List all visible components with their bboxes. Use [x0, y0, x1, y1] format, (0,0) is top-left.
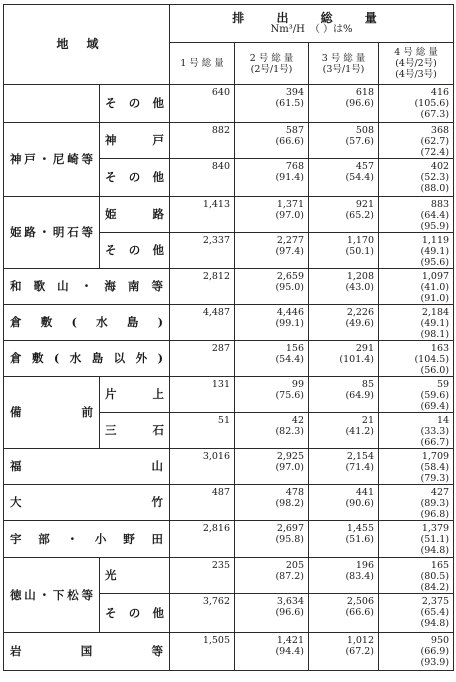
total3-cell-value: (49.6) — [345, 318, 375, 329]
total2-cell — [235, 377, 309, 413]
total4-cell-value: 368 — [430, 125, 450, 136]
region-cell: 備前 — [4, 377, 100, 449]
total2-cell-value: (99.1) — [275, 318, 305, 329]
total4-cell-value: 2,184 — [421, 307, 450, 318]
total3-cell-value: 508 — [355, 125, 375, 136]
emission-table — [3, 4, 454, 671]
total2-cell — [235, 633, 309, 671]
total4-cell-value: (67.3) — [420, 109, 450, 120]
total3-cell-value: (65.2) — [345, 210, 375, 221]
col1-header: 1 号 総 量 — [170, 43, 235, 85]
total2-cell-value: (97.4) — [275, 246, 305, 257]
total4-cell-value: 1,097 — [421, 271, 450, 282]
emission-title: 排 出 総 量 — [232, 10, 391, 25]
total2-cell — [235, 197, 309, 233]
total1-cell-value: 640 — [211, 87, 231, 98]
total4-cell-value: (66.9) — [420, 646, 450, 657]
total3-cell — [309, 558, 379, 594]
total2-cell-value: 4,446 — [276, 307, 305, 318]
total4-cell-value: (56.0) — [420, 365, 450, 376]
total4-cell-value: (65.4) — [420, 607, 450, 618]
total4-cell-value: (96.8) — [420, 509, 450, 520]
subregion-cell: 姫路 — [100, 197, 170, 233]
total3-cell — [309, 197, 379, 233]
total4-cell-value: 1,709 — [421, 451, 450, 462]
total4-cell — [379, 377, 454, 413]
total4-cell-value: (51.1) — [420, 534, 450, 545]
total3-cell-value: 2,154 — [346, 451, 375, 462]
total4-cell-value: 950 — [430, 635, 450, 646]
total4-cell-value: (98.1) — [420, 329, 450, 340]
total1-cell — [170, 558, 235, 594]
total3-cell-value: 441 — [355, 487, 375, 498]
total4-cell-value: (84.2) — [420, 582, 450, 593]
region-cell: 宇部・小野田 — [4, 521, 170, 558]
total2-cell-value: 478 — [285, 487, 305, 498]
total4-cell-value: (95.6) — [420, 257, 450, 268]
total3-cell — [309, 233, 379, 269]
subregion-cell: その他 — [100, 233, 170, 269]
table-row — [4, 558, 454, 594]
total3-cell — [309, 449, 379, 485]
total2-cell-value: (97.0) — [275, 210, 305, 221]
total1-cell-value: 3,016 — [202, 451, 231, 462]
region-cell: 大竹 — [4, 485, 170, 521]
total4-cell-value: (49.1) — [420, 246, 450, 257]
total2-cell-value: 2,659 — [276, 271, 305, 282]
total3-cell-value: (96.6) — [345, 98, 375, 109]
total3-cell — [309, 159, 379, 197]
total2-cell-value: (91.4) — [275, 172, 305, 183]
table-row — [4, 123, 454, 159]
total3-cell-value: 1,208 — [346, 271, 375, 282]
total1-cell — [170, 633, 235, 671]
total4-cell-value: (94.8) — [420, 618, 450, 629]
total1-cell — [170, 521, 235, 558]
total1-cell — [170, 233, 235, 269]
total3-cell-value: 618 — [355, 87, 375, 98]
total3-cell-value: 921 — [355, 199, 375, 210]
total1-cell-value: 4,487 — [202, 307, 231, 318]
total2-cell-value: (54.4) — [275, 354, 305, 365]
total2-cell-value: (82.3) — [275, 426, 305, 437]
total2-cell — [235, 485, 309, 521]
total3-cell — [309, 341, 379, 377]
total4-cell — [379, 197, 454, 233]
total3-cell-value: 1,170 — [346, 235, 375, 246]
total2-cell-value: 394 — [285, 87, 305, 98]
total1-cell-value: 840 — [211, 161, 231, 172]
total4-cell-value: (33.3) — [420, 426, 450, 437]
total4-cell-value: (49.1) — [420, 318, 450, 329]
total4-cell-value: (94.8) — [420, 545, 450, 556]
header-row-top — [4, 5, 454, 43]
total4-cell-value: 165 — [430, 560, 450, 571]
total4-cell-value: (41.0) — [420, 282, 450, 293]
col2-header: 2 号 総 量 (2号/1号) — [235, 43, 309, 85]
total2-cell-value: (87.2) — [275, 571, 305, 582]
total2-cell — [235, 159, 309, 197]
region-header: 地域 — [4, 5, 170, 85]
total3-cell-value: 85 — [361, 379, 375, 390]
total1-cell — [170, 413, 235, 449]
total3-cell-value: 2,506 — [346, 596, 375, 607]
region-cell: 岩国等 — [4, 633, 170, 671]
total4-cell-value: 427 — [430, 487, 450, 498]
total1-cell-value: 235 — [211, 560, 231, 571]
total2-cell-value: (75.6) — [275, 390, 305, 401]
total4-cell-value: 1,379 — [421, 523, 450, 534]
total3-cell-value: (54.4) — [345, 172, 375, 183]
total3-cell — [309, 305, 379, 341]
total3-cell — [309, 413, 379, 449]
total4-cell-value: (88.0) — [420, 183, 450, 194]
emission-header — [170, 5, 454, 43]
total1-cell-value: 2,337 — [202, 235, 231, 246]
total2-cell-value: 587 — [285, 125, 305, 136]
total3-cell-value: (83.4) — [345, 571, 375, 582]
total1-cell-value: 2,816 — [202, 523, 231, 534]
total4-cell — [379, 633, 454, 671]
total4-cell-value: 402 — [430, 161, 450, 172]
total3-cell-value: (64.9) — [345, 390, 375, 401]
total3-cell-value: 1,012 — [346, 635, 375, 646]
subregion-cell: その他 — [100, 594, 170, 633]
total1-cell-value: 1,413 — [202, 199, 231, 210]
total4-cell — [379, 233, 454, 269]
total2-cell — [235, 558, 309, 594]
total3-cell — [309, 485, 379, 521]
total4-cell — [379, 413, 454, 449]
total3-cell-value: (67.2) — [345, 646, 375, 657]
total4-cell — [379, 594, 454, 633]
total2-cell — [235, 341, 309, 377]
total2-cell-value: (66.6) — [275, 136, 305, 147]
total2-cell — [235, 521, 309, 558]
total4-cell — [379, 85, 454, 123]
total3-cell-value: 21 — [361, 415, 375, 426]
total3-cell — [309, 521, 379, 558]
total4-cell-value: 883 — [430, 199, 450, 210]
region-cell — [4, 85, 100, 123]
total4-cell — [379, 123, 454, 159]
total2-cell-value: 2,277 — [276, 235, 305, 246]
total4-cell-value: (104.5) — [414, 354, 450, 365]
total1-cell — [170, 485, 235, 521]
total2-cell-value: (95.8) — [275, 534, 305, 545]
total3-cell-value: (101.4) — [339, 354, 375, 365]
total4-cell-value: (66.7) — [420, 437, 450, 448]
total2-cell — [235, 305, 309, 341]
subregion-cell: 光 — [100, 558, 170, 594]
total4-cell-value: 14 — [436, 415, 450, 426]
total2-cell — [235, 413, 309, 449]
total2-cell-value: 42 — [291, 415, 305, 426]
subregion-cell: その他 — [100, 159, 170, 197]
total3-cell-value: (50.1) — [345, 246, 375, 257]
total4-cell — [379, 341, 454, 377]
col4-header: 4 号 総 量 (4号/2号) (4号/3号) — [379, 43, 454, 85]
total1-cell-value: 287 — [211, 343, 231, 354]
table-row — [4, 449, 454, 485]
total1-cell — [170, 197, 235, 233]
table-row — [4, 197, 454, 233]
total2-cell-value: (97.0) — [275, 462, 305, 473]
total2-cell-value: (94.4) — [275, 646, 305, 657]
region-cell: 倉敷(水島以外) — [4, 341, 170, 377]
total4-cell-value: (64.4) — [420, 210, 450, 221]
total4-cell-value: 163 — [430, 343, 450, 354]
total4-cell-value: (80.5) — [420, 571, 450, 582]
total4-cell-value: (79.3) — [420, 473, 450, 484]
total1-cell-value: 487 — [211, 487, 231, 498]
total2-cell — [235, 269, 309, 305]
total4-cell-value: 416 — [430, 87, 450, 98]
subregion-cell: 神戸 — [100, 123, 170, 159]
total4-cell-value: (105.6) — [414, 98, 450, 109]
total4-cell — [379, 449, 454, 485]
total2-cell — [235, 85, 309, 123]
total3-cell — [309, 123, 379, 159]
table-row — [4, 305, 454, 341]
total1-cell-value: 3,762 — [202, 596, 231, 607]
total4-cell-value: (72.4) — [420, 147, 450, 158]
total3-cell — [309, 85, 379, 123]
total1-cell — [170, 341, 235, 377]
total1-cell — [170, 305, 235, 341]
total4-cell-value: (91.0) — [420, 293, 450, 304]
total3-cell — [309, 633, 379, 671]
total2-cell-value: 156 — [285, 343, 305, 354]
total3-cell-value: 2,226 — [346, 307, 375, 318]
total4-cell-value: (62.7) — [420, 136, 450, 147]
region-cell: 和歌山・海南等 — [4, 269, 170, 305]
total1-cell-value: 51 — [217, 415, 231, 426]
total4-cell — [379, 558, 454, 594]
total4-cell-value: 59 — [436, 379, 450, 390]
total2-cell-value: (61.5) — [275, 98, 305, 109]
table-row — [4, 377, 454, 413]
total2-cell-value: (95.0) — [275, 282, 305, 293]
total3-cell-value: 457 — [355, 161, 375, 172]
table-row — [4, 85, 454, 123]
table-row — [4, 521, 454, 558]
total3-cell-value: (90.6) — [345, 498, 375, 509]
total3-cell-value: (71.4) — [345, 462, 375, 473]
total2-cell — [235, 594, 309, 633]
total4-cell-value: (89.3) — [420, 498, 450, 509]
total4-cell — [379, 305, 454, 341]
total2-cell-value: 2,925 — [276, 451, 305, 462]
total3-cell — [309, 594, 379, 633]
total1-cell — [170, 269, 235, 305]
region-cell: 神戸・尼崎等 — [4, 123, 100, 197]
region-cell: 倉敷(水島) — [4, 305, 170, 341]
region-cell: 姫路・明石等 — [4, 197, 100, 269]
total4-cell-value: (59.6) — [420, 390, 450, 401]
total4-cell — [379, 485, 454, 521]
table-row — [4, 269, 454, 305]
total3-cell — [309, 377, 379, 413]
total2-cell-value: 3,634 — [276, 596, 305, 607]
subregion-cell: 片上 — [100, 377, 170, 413]
total3-cell — [309, 269, 379, 305]
total2-cell — [235, 123, 309, 159]
total3-cell-value: (43.0) — [345, 282, 375, 293]
total1-cell-value: 131 — [211, 379, 231, 390]
total2-cell-value: 1,371 — [276, 199, 305, 210]
total1-cell — [170, 594, 235, 633]
table-row — [4, 341, 454, 377]
total4-cell-value: 2,375 — [421, 596, 450, 607]
total3-cell-value: 196 — [355, 560, 375, 571]
subregion-cell: その他 — [100, 85, 170, 123]
total1-cell — [170, 123, 235, 159]
col3-header: 3 号 総 量 (3号/1号) — [309, 43, 379, 85]
total2-cell-value: 2,697 — [276, 523, 305, 534]
total3-cell-value: (41.2) — [345, 426, 375, 437]
total3-cell-value: (57.6) — [345, 136, 375, 147]
total1-cell-value: 2,812 — [202, 271, 231, 282]
total2-cell-value: 99 — [291, 379, 305, 390]
total4-cell — [379, 269, 454, 305]
total1-cell-value: 882 — [211, 125, 231, 136]
total4-cell-value: 1,119 — [421, 235, 450, 246]
total1-cell — [170, 159, 235, 197]
total2-cell — [235, 233, 309, 269]
total2-cell-value: 205 — [285, 560, 305, 571]
emission-unit: Nm³/H （ ）は% — [270, 23, 353, 35]
total4-cell-value: (52.3) — [420, 172, 450, 183]
total4-cell — [379, 521, 454, 558]
total4-cell — [379, 159, 454, 197]
total1-cell — [170, 85, 235, 123]
subregion-cell: 三石 — [100, 413, 170, 449]
region-cell: 徳山・下松等 — [4, 558, 100, 633]
total1-cell — [170, 377, 235, 413]
total2-cell-value: (98.2) — [275, 498, 305, 509]
table-row — [4, 485, 454, 521]
total2-cell-value: 1,421 — [276, 635, 305, 646]
total1-cell-value: 1,505 — [202, 635, 231, 646]
total2-cell-value: 768 — [285, 161, 305, 172]
total4-cell-value: (58.4) — [420, 462, 450, 473]
total3-cell-value: (51.6) — [345, 534, 375, 545]
total3-cell-value: 291 — [355, 343, 375, 354]
total3-cell-value: (66.6) — [345, 607, 375, 618]
total4-cell-value: (95.9) — [420, 221, 450, 232]
total4-cell-value: (93.9) — [420, 657, 450, 668]
total2-cell — [235, 449, 309, 485]
region-cell: 福山 — [4, 449, 170, 485]
total1-cell — [170, 449, 235, 485]
total4-cell-value: (69.4) — [420, 401, 450, 412]
total3-cell-value: 1,455 — [346, 523, 375, 534]
table-row — [4, 633, 454, 671]
total2-cell-value: (96.6) — [275, 607, 305, 618]
